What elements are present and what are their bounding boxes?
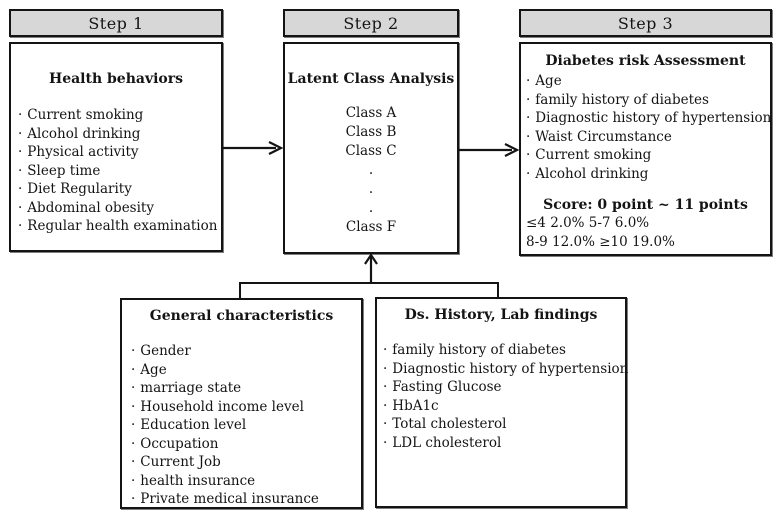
bullet-dot: · xyxy=(18,181,23,197)
arrow-right-icon-step1-step2 xyxy=(223,139,283,157)
list-item xyxy=(18,106,221,125)
list-item-text: Current smoking xyxy=(535,147,652,163)
bullet-dot: · xyxy=(131,398,136,415)
bullet-dot: · xyxy=(131,380,136,396)
list-item-text: Sleep time xyxy=(27,162,101,179)
list-item xyxy=(526,72,770,91)
bullet-dot: · xyxy=(18,218,23,234)
history-lab-findings-list xyxy=(377,341,629,452)
step3-item-list xyxy=(521,72,770,183)
bullet-dot: · xyxy=(383,397,388,414)
list-item xyxy=(526,128,770,147)
bullet-dot: · xyxy=(383,379,388,395)
score-line-2: 8-9 12.0% ≥10 19.0% xyxy=(526,233,675,250)
list-item-text: Waist Circumstance xyxy=(535,128,672,145)
list-item-text: Alcohol drinking xyxy=(535,165,649,182)
list-item-text: LDL cholesterol xyxy=(392,434,502,451)
list-item-text: Fasting Glucose xyxy=(392,379,502,395)
bullet-dot: · xyxy=(18,125,23,142)
step3-header-label: Step 3 xyxy=(617,13,674,33)
step1-title: Health behaviors xyxy=(48,71,184,87)
list-item xyxy=(131,398,361,417)
step2-title: Latent Class Analysis xyxy=(287,71,455,87)
step3-header-box xyxy=(519,9,772,37)
list-item xyxy=(131,416,361,435)
list-item xyxy=(131,379,361,398)
list-item-text: HbA1c xyxy=(392,397,439,414)
bullet-dot: · xyxy=(131,361,136,378)
history-lab-findings-box xyxy=(375,297,627,508)
list-item xyxy=(526,109,770,128)
list-item-text: family history of diabetes xyxy=(392,342,566,358)
step2-header-label: Step 2 xyxy=(343,13,399,33)
list-item xyxy=(18,199,221,218)
list-item xyxy=(383,341,625,360)
bullet-dot: · xyxy=(526,110,531,126)
bullet-dot: · xyxy=(131,417,136,433)
list-item-text: family history of diabetes xyxy=(535,91,709,108)
bullet-dot: · xyxy=(18,144,23,160)
step3-title: Diabetes risk Assessment xyxy=(545,53,746,69)
step1-content-box xyxy=(9,42,223,252)
bullet-dot: · xyxy=(131,454,136,470)
step2-class-list xyxy=(285,104,457,237)
list-item-text: Current smoking xyxy=(27,107,144,123)
step2-header-box xyxy=(283,9,459,37)
bullet-dot: · xyxy=(131,472,136,489)
step1-header-label: Step 1 xyxy=(88,13,144,33)
list-item xyxy=(18,162,221,181)
list-item-text: Diagnostic history of hypertension xyxy=(535,110,772,126)
list-item xyxy=(526,146,770,165)
list-item: Class C xyxy=(345,143,397,159)
connector-left-stub xyxy=(239,282,241,299)
bullet-dot: · xyxy=(131,491,136,507)
bullet-dot: · xyxy=(383,434,388,451)
list-item xyxy=(131,472,361,491)
general-characteristics-title: General characteristics xyxy=(149,308,334,324)
list-item-text: Diagnostic history of hypertension xyxy=(392,360,629,377)
list-item-text: Abdominal obesity xyxy=(27,199,154,216)
list-item xyxy=(18,143,221,162)
list-item-text: Diet Regularity xyxy=(27,181,132,197)
score-title: Score: 0 point ~ 11 points xyxy=(543,197,748,213)
list-item xyxy=(131,342,361,361)
bullet-dot: · xyxy=(526,147,531,163)
bullet-dot: · xyxy=(383,342,388,358)
list-item xyxy=(383,360,629,379)
bullet-dot: · xyxy=(526,91,531,108)
list-item: . xyxy=(368,181,374,197)
list-item xyxy=(131,490,361,509)
bullet-dot: · xyxy=(526,73,531,89)
list-item: Class A xyxy=(345,105,397,121)
history-lab-findings-title: Ds. History, Lab findings xyxy=(404,307,598,323)
bullet-dot: · xyxy=(526,165,531,182)
step3-content-box xyxy=(519,42,772,256)
list-item-text: Gender xyxy=(140,343,191,359)
list-item xyxy=(383,415,625,434)
list-item-text: Private medical insurance xyxy=(140,491,319,507)
bullet-dot: · xyxy=(383,360,388,377)
connector-right-stub xyxy=(497,282,499,298)
list-item-text: Physical activity xyxy=(27,144,139,160)
list-item-text: Regular health examination xyxy=(27,218,218,234)
bullet-dot: · xyxy=(18,162,23,179)
list-item-text: Current Job xyxy=(140,454,221,470)
list-item xyxy=(131,453,361,472)
arrow-right-icon-step2-step3 xyxy=(459,141,519,159)
list-item xyxy=(383,397,625,416)
list-item xyxy=(526,165,770,184)
list-item-text: marriage state xyxy=(140,380,242,396)
list-item-text: Education level xyxy=(140,417,247,433)
bullet-dot: · xyxy=(18,199,23,216)
list-item: . xyxy=(368,162,374,178)
list-item: Class F xyxy=(345,219,397,235)
list-item-text: Age xyxy=(535,73,562,89)
list-item xyxy=(131,435,361,454)
step2-content-box xyxy=(283,42,459,254)
bullet-dot: · xyxy=(383,416,388,432)
list-item xyxy=(18,217,221,236)
list-item-text: Total cholesterol xyxy=(392,416,507,432)
bullet-dot: · xyxy=(526,128,531,145)
list-item-text: health insurance xyxy=(140,472,256,489)
score-line-1: ≤4 2.0% 5-7 6.0% xyxy=(526,215,650,231)
general-characteristics-list xyxy=(122,342,361,509)
list-item xyxy=(18,125,221,144)
general-characteristics-box xyxy=(120,298,363,509)
bullet-dot: · xyxy=(18,107,23,123)
list-item xyxy=(18,180,221,199)
list-item: Class B xyxy=(345,124,397,140)
list-item: . xyxy=(368,200,374,216)
list-item-text: Household income level xyxy=(140,398,304,415)
step1-header-box xyxy=(9,9,223,37)
bullet-dot: · xyxy=(131,343,136,359)
step1-item-list xyxy=(11,106,221,236)
list-item-text: Occupation xyxy=(140,435,219,452)
list-item-text: Age xyxy=(140,361,167,378)
bullet-dot: · xyxy=(131,435,136,452)
list-item xyxy=(383,378,625,397)
arrow-up-icon-into-step2 xyxy=(362,253,380,284)
list-item xyxy=(131,361,361,380)
list-item xyxy=(526,91,770,110)
list-item-text: Alcohol drinking xyxy=(27,125,141,142)
list-item xyxy=(383,434,625,453)
